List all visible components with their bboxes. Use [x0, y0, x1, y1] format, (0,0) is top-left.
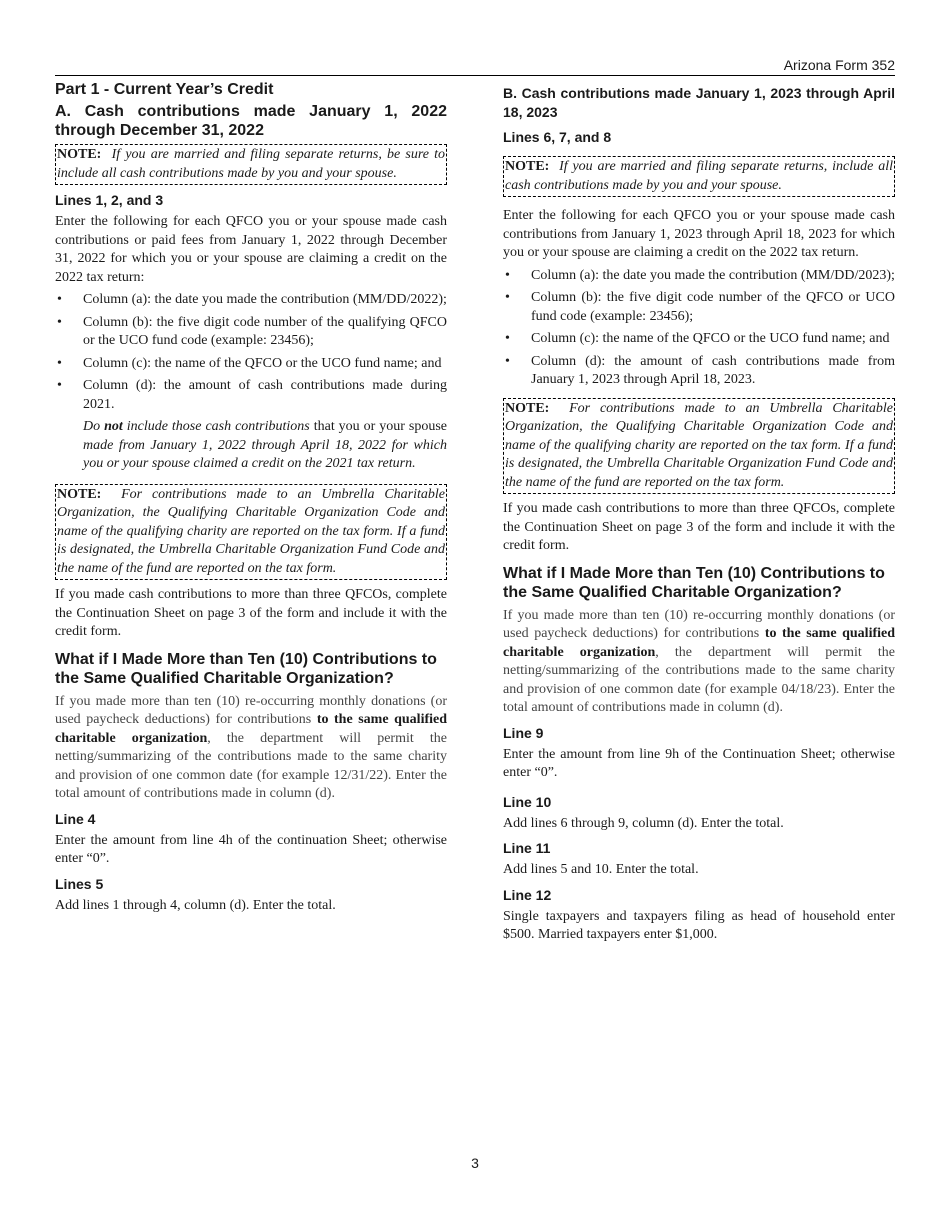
part-title: Part 1 - Current Year’s Credit — [55, 81, 274, 98]
continuation-sheet-text: If you made cash contributions to more than three QFCOs, complete the Continuation Sheet on page 3 of the form and include it with the credit form. — [503, 501, 895, 553]
lines-1-2-3-heading: Lines 1, 2, and 3 — [55, 192, 164, 208]
list-item: • Column (b): the five digit code number of the qualifying QFCO or the UCO fund code (example: 23456); — [55, 314, 447, 351]
list-item: • Column (d): the amount of cash contributions made during 2021. — [55, 377, 447, 414]
line-9-heading: Line 9 — [503, 724, 544, 741]
note-label: NOTE: — [57, 486, 102, 502]
section-b-title: B. Cash contributions made January 1, 2023 through April 18, 2023 — [503, 85, 895, 120]
note-text: For contributions made to an Umbrella Charitable Organization, the Qualifying Charitable Organization Code and name of the qualifying charity are reported on the tax form. If a fund is designated, the Umbrella Charitable Organization Fund Code and the name of the fund are reported on the tax form. — [57, 486, 446, 576]
header-divider — [55, 75, 895, 76]
line-4-heading: Line 4 — [55, 810, 96, 827]
line-9-text: Enter the amount from line 9h of the Continuation Sheet; otherwise enter “0”. — [503, 746, 895, 780]
line-12-heading: Line 12 — [503, 886, 552, 903]
lines-6-7-8-intro: Enter the following for each QFCO you or your spouse made cash contributions from January 1, 2023 through April 18, 2023 for which you or your spouse are claiming a credit on the 2022 tax return. — [503, 208, 895, 260]
line-5-text: Add lines 1 through 4, column (d). Enter the total. — [55, 897, 336, 913]
list-item: • Column (b): the five digit code number of the QFCO or UCO fund code (example: 23456); — [503, 289, 895, 326]
line-10-text: Add lines 6 through 9, column (d). Enter the total. — [503, 815, 784, 831]
right-column — [503, 80, 895, 949]
note-text: If you are married and filing separate returns, include all cash contributions made by you and your spouse. — [505, 159, 893, 193]
line-11-text: Add lines 5 and 10. Enter the total. — [503, 862, 699, 877]
note-label: NOTE: — [57, 147, 102, 162]
note-text: For contributions made to an Umbrella Charitable Organization, the Qualifying Charitable Organization Code and name of the qualifying charity are reported on the tax form. If a fund is designated, the Umbrella Charitable Organization Fund Code and the name of the fund are reported on the tax form. — [505, 400, 894, 490]
left-column — [55, 80, 447, 919]
line-10-heading: Line 10 — [503, 793, 552, 810]
ten-contributions-text: If you made more than ten (10) re-occurring monthly donations (or used paycheck deductions) for contributions to the same qualified charitable organization, the department will permit the netting/summarizing of the contributions made to the same charity and provision of one common date (for example 12/31/22). Enter the total amount of contributions made in column (d). — [55, 693, 448, 801]
ten-contributions-heading: What if I Made More than Ten (10) Contributions to the Same Qualified Charitable Organization? — [503, 564, 885, 601]
continuation-sheet-text: If you made cash contributions to more than three QFCOs, complete the Continuation Sheet on page 3 of the form and include it with the credit form. — [55, 587, 447, 639]
list-item: • Column (d): the amount of cash contributions made from January 1, 2023 through April 18, 2023. — [503, 353, 895, 390]
note-umbrella-organization — [503, 398, 895, 495]
section-a-title: A. Cash contributions made January 1, 2022 through December 31, 2022 — [55, 103, 447, 139]
note-text: If you are married and filing separate returns, be sure to include all cash contributions made by you and your spouse. — [57, 147, 445, 181]
column-bullets — [503, 267, 895, 390]
note-label: NOTE: — [505, 159, 550, 174]
note-married-separate — [503, 156, 895, 197]
line-5-heading: Lines 5 — [55, 875, 104, 892]
list-item: • Column (c): the name of the QFCO or the UCO fund name; and — [55, 355, 447, 374]
ten-contributions-heading: What if I Made More than Ten (10) Contributions to the Same Qualified Charitable Organization? — [55, 650, 437, 687]
list-item: • Column (c): the name of the QFCO or the UCO fund name; and — [503, 330, 895, 349]
do-not-include-note: Do not include those cash contributions that you or your spouse made from January 1, 2022 through April 18, 2022 for which you or your spouse claimed a credit on the 2021 tax return. — [83, 419, 448, 471]
form-name: Arizona Form 352 — [783, 57, 895, 73]
note-umbrella-organization — [55, 484, 447, 581]
line-12-text: Single taxpayers and taxpayers filing as head of household enter $500. Married taxpayers enter $1,000. — [503, 908, 895, 942]
list-item: • Column (a): the date you made the contribution (MM/DD/2022); — [55, 291, 447, 310]
note-married-separate — [55, 144, 447, 185]
page-number: 3 — [471, 1155, 479, 1171]
note-label: NOTE: — [505, 400, 550, 416]
ten-contributions-text: If you made more than ten (10) re-occurring monthly donations (or used paycheck deductions) for contributions to the same qualified charitable organization, the department will permit the netting/summarizing of the contributions made to the same charity and provision of one common date (for example 04/18/23). Enter the total amount of contributions made in column (d). — [503, 607, 896, 715]
column-bullets — [55, 291, 447, 414]
line-11-heading: Line 11 — [503, 840, 551, 856]
lines-1-2-3-intro: Enter the following for each QFCO you or your spouse made cash contributions or paid fees from January 1, 2022 through December 31, 2022 for which you or your spouse are claiming a credit on the 2022 tax return: — [55, 214, 447, 285]
lines-6-7-8-heading: Lines 6, 7, and 8 — [503, 129, 612, 145]
list-item: • Column (a): the date you made the contribution (MM/DD/2023); — [503, 267, 895, 286]
line-4-text: Enter the amount from line 4h of the continuation Sheet; otherwise enter “0”. — [55, 832, 447, 866]
